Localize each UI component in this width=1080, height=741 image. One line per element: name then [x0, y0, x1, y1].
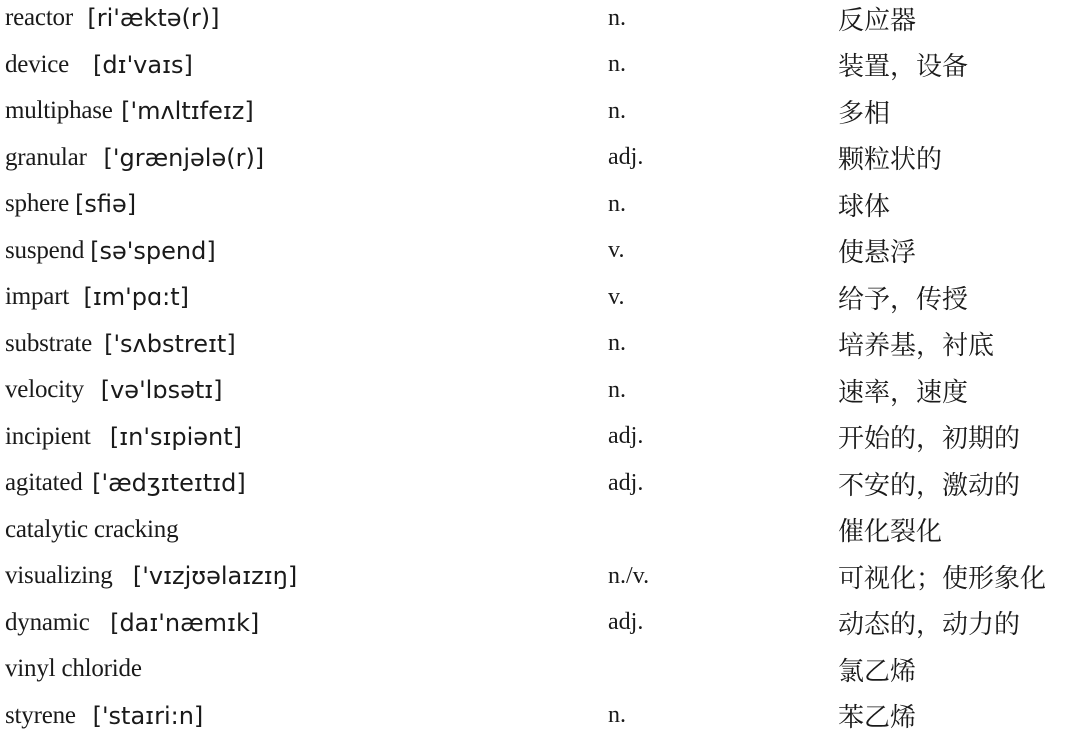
vocab-row	[0, 646, 1080, 693]
term-cell	[5, 414, 242, 461]
term-cell	[5, 507, 178, 554]
chinese-meaning: 开始的，初期的	[838, 424, 1021, 455]
term-cell	[5, 646, 142, 693]
english-word: dynamic	[5, 608, 90, 636]
vocab-row	[0, 600, 1080, 647]
part-of-speech: adj.	[608, 144, 644, 171]
vocab-row	[0, 553, 1080, 600]
english-word: suspend	[5, 236, 85, 264]
vocab-row	[0, 507, 1080, 554]
english-word: vinyl chloride	[5, 655, 142, 683]
term-cell	[5, 693, 203, 740]
phonetic: [ɪn'sɪpiənt]	[109, 422, 243, 451]
vocab-row	[0, 367, 1080, 414]
part-of-speech: n.	[608, 97, 626, 124]
english-word: styrene	[5, 701, 76, 729]
part-of-speech: n./v.	[608, 562, 650, 589]
english-word: granular	[5, 143, 87, 171]
chinese-meaning: 装置，设备	[838, 52, 969, 83]
vocab-row	[0, 321, 1080, 368]
vocab-row	[0, 135, 1080, 182]
chinese-meaning: 球体	[838, 191, 891, 222]
phonetic: [və'lɒsətɪ]	[100, 376, 223, 405]
chinese-meaning: 多相	[838, 98, 891, 129]
vocab-row	[0, 693, 1080, 740]
vocab-row	[0, 42, 1080, 89]
phonetic: ['mʌltɪfeɪz]	[121, 97, 254, 126]
chinese-meaning: 速率，速度	[838, 377, 969, 408]
vocab-row	[0, 228, 1080, 275]
part-of-speech: n.	[608, 4, 626, 31]
chinese-meaning: 不安的，激动的	[838, 470, 1021, 501]
term-cell	[5, 42, 193, 89]
chinese-meaning: 动态的，动力的	[838, 610, 1021, 641]
english-word: multiphase	[5, 97, 113, 125]
english-word: agitated	[5, 469, 83, 497]
phonetic: ['sʌbstreɪt]	[104, 329, 236, 358]
english-word: catalytic cracking	[5, 515, 179, 543]
chinese-meaning: 使悬浮	[838, 238, 917, 269]
term-cell	[5, 460, 246, 507]
term-cell	[5, 553, 297, 600]
term-cell	[5, 367, 223, 414]
chinese-meaning: 苯乙烯	[838, 703, 917, 734]
chinese-meaning: 反应器	[838, 5, 917, 36]
part-of-speech: v.	[608, 283, 625, 310]
chinese-meaning: 培养基，衬底	[838, 331, 995, 362]
vocab-row	[0, 414, 1080, 461]
chinese-meaning: 颗粒状的	[838, 145, 943, 176]
part-of-speech: adj.	[608, 469, 644, 496]
phonetic: ['vɪzjʊəlaɪzɪŋ]	[132, 562, 298, 591]
term-cell	[5, 274, 189, 321]
phonetic: [sfiə]	[75, 190, 137, 219]
english-word: visualizing	[5, 562, 113, 590]
english-word: impart	[5, 283, 70, 311]
part-of-speech: n.	[608, 51, 626, 78]
vocab-row	[0, 274, 1080, 321]
english-word: velocity	[5, 376, 84, 404]
chinese-meaning: 催化裂化	[838, 517, 943, 548]
chinese-meaning: 给予，传授	[838, 284, 969, 315]
part-of-speech: n.	[608, 190, 626, 217]
phonetic: [ɪm'pɑ:t]	[83, 283, 190, 312]
term-cell	[5, 0, 219, 42]
vocab-row	[0, 460, 1080, 507]
chinese-meaning: 可视化；使形象化	[838, 563, 1047, 594]
phonetic: [daɪ'næmɪk]	[110, 608, 260, 637]
term-cell	[5, 135, 264, 182]
term-cell	[5, 88, 254, 135]
term-cell	[5, 228, 216, 275]
term-cell	[5, 321, 236, 368]
part-of-speech: n.	[608, 330, 626, 357]
phonetic: ['staɪri:n]	[92, 701, 204, 730]
part-of-speech: n.	[608, 702, 626, 729]
term-cell	[5, 600, 259, 647]
phonetic: [sə'spend]	[90, 236, 216, 265]
english-word: substrate	[5, 329, 93, 357]
phonetic: [ri'æktə(r)]	[87, 4, 220, 33]
vocab-row	[0, 88, 1080, 135]
phonetic: ['grænjələ(r)]	[103, 143, 265, 172]
vocab-row	[0, 0, 1080, 42]
term-cell	[5, 181, 136, 228]
part-of-speech: v.	[608, 237, 625, 264]
english-word: reactor	[5, 4, 73, 32]
phonetic: [dɪ'vaɪs]	[93, 50, 193, 79]
english-word: sphere	[5, 190, 70, 218]
vocab-row	[0, 181, 1080, 228]
part-of-speech: adj.	[608, 423, 644, 450]
phonetic: ['ædʒɪteɪtɪd]	[92, 469, 246, 498]
part-of-speech: n.	[608, 376, 626, 403]
chinese-meaning: 氯乙烯	[838, 656, 917, 687]
english-word: device	[5, 50, 70, 78]
part-of-speech: adj.	[608, 609, 644, 636]
english-word: incipient	[5, 422, 91, 450]
